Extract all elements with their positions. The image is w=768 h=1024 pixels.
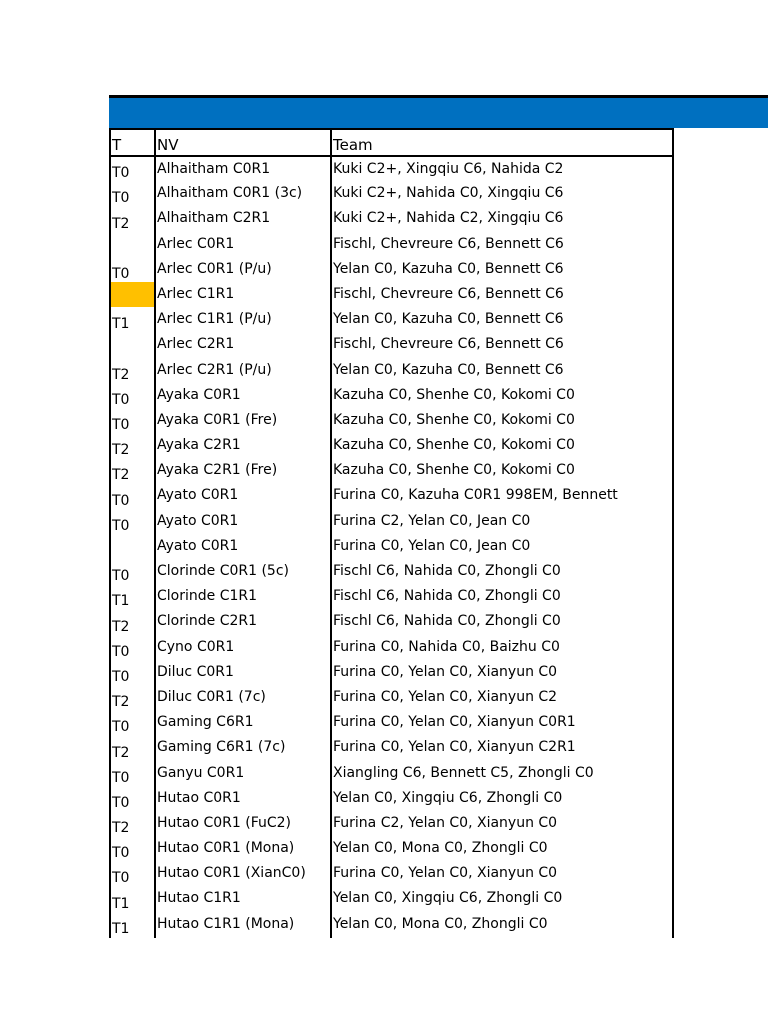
table-row [111,181,672,206]
team-cell[interactable]: Furina C0, Yelan C0, Xianyun C0 [331,660,672,685]
character-cell[interactable]: Arlec C1R1 [155,282,331,307]
team-cell[interactable]: Kuki C2+, Nahida C0, Xingqiu C6 [331,181,672,206]
team-cell[interactable]: Kazuha C0, Shenhe C0, Kokomi C0 [331,408,672,433]
team-cell[interactable]: Furina C0, Yelan C0, Xianyun C0R1 [331,710,672,735]
tier-cell[interactable]: T0 [112,668,130,685]
tier-cell[interactable]: T0 [112,769,130,786]
team-cell[interactable]: Furina C0, Nahida C0, Baizhu C0 [331,635,672,660]
character-cell[interactable]: Alhaitham C0R1 (3c) [155,181,331,206]
character-cell[interactable]: Ayaka C2R1 [155,433,331,458]
table-row [111,332,672,357]
team-cell[interactable]: Kuki C2+, Xingqiu C6, Nahida C2 [331,156,672,181]
character-cell[interactable]: Hutao C0R1 [155,786,331,811]
character-cell[interactable]: Ayato C0R1 [155,509,331,534]
table-row [111,584,672,609]
character-cell[interactable]: Ayato C0R1 [155,483,331,508]
tier-cell[interactable]: T2 [112,694,130,711]
table-row [111,786,672,811]
character-cell[interactable]: Gaming C6R1 [155,710,331,735]
tier-cell[interactable]: T0 [112,265,130,282]
table-row [111,811,672,836]
character-cell[interactable]: Alhaitham C2R1 [155,206,331,231]
tier-cell[interactable]: T2 [112,820,130,837]
table-body [111,156,672,938]
tier-cell[interactable] [111,937,155,938]
team-cell[interactable]: Fischl, Chevreure C6, Bennett C6 [331,232,672,257]
column-header-team: Team [331,129,672,156]
column-header-character: NV [155,129,331,156]
table-header-row [111,129,672,156]
table-row [111,358,672,383]
team-cell[interactable]: Furina C2, Yelan C0, Xianyun C0 [331,811,672,836]
team-cell[interactable]: Yelan C0, Mona C0, Zhongli C0 [331,912,672,937]
character-cell[interactable]: Clorinde C2R1 [155,609,331,634]
table-row [111,206,672,231]
table-row [111,257,672,282]
character-cell[interactable]: Arlec C1R1 (P/u) [155,307,331,332]
tier-cell[interactable]: T0 [112,417,130,434]
table-row [111,156,672,181]
team-cell[interactable]: Furina C0, Yelan C0, Jean C0 [331,534,672,559]
character-cell[interactable]: Arlec C2R1 (P/u) [155,358,331,383]
table-row [111,433,672,458]
table-row [111,836,672,861]
table-row [111,635,672,660]
tier-cell[interactable] [111,282,155,307]
team-cell[interactable]: Fischl C6, Nahida C0, Zhongli C0 [331,584,672,609]
tier-cell[interactable]: T0 [112,517,130,534]
team-cell[interactable]: Fischl, Chevreure C6, Bennett C6 [331,332,672,357]
character-cell[interactable]: Hutao C1R1 [155,886,331,911]
character-cell[interactable]: Cyno C0R1 [155,635,331,660]
team-cell[interactable] [331,937,672,938]
team-tier-table [111,128,672,938]
team-cell[interactable]: Yelan C0, Xingqiu C6, Zhongli C0 [331,886,672,911]
team-cell[interactable]: Kazuha C0, Shenhe C0, Kokomi C0 [331,458,672,483]
team-cell[interactable]: Yelan C0, Xingqiu C6, Zhongli C0 [331,786,672,811]
tier-cell[interactable]: T0 [112,165,130,182]
character-cell[interactable]: Clorinde C1R1 [155,584,331,609]
column-header-tier: T [111,129,155,156]
tier-cell[interactable]: T2 [112,467,130,484]
team-cell[interactable]: Furina C0, Yelan C0, Xianyun C0 [331,861,672,886]
character-cell[interactable]: Ayato C0R1 [155,534,331,559]
tier-cell[interactable]: T2 [112,366,130,383]
table-row [111,886,672,911]
tier-cell[interactable]: T2 [112,215,130,232]
table-row [111,937,672,938]
table-row [111,861,672,886]
tier-cell[interactable]: T0 [112,568,130,585]
tier-cell[interactable]: T0 [112,845,130,862]
table-row [111,282,672,307]
tier-cell[interactable]: T2 [112,744,130,761]
character-cell[interactable]: Ayaka C2R1 (Fre) [155,458,331,483]
team-cell[interactable]: Kuki C2+, Nahida C2, Xingqiu C6 [331,206,672,231]
tier-cell[interactable]: T1 [112,895,130,912]
team-table-container [109,128,674,938]
team-cell[interactable]: Yelan C0, Kazuha C0, Bennett C6 [331,307,672,332]
table-row [111,483,672,508]
table-row [111,912,672,937]
table-row [111,559,672,584]
character-cell[interactable] [155,937,331,938]
team-cell[interactable]: Fischl C6, Nahida C0, Zhongli C0 [331,609,672,634]
table-row [111,458,672,483]
table-row [111,660,672,685]
tier-cell[interactable] [111,332,155,357]
tier-cell[interactable]: T0 [112,870,130,887]
character-cell[interactable]: Alhaitham C0R1 [155,156,331,181]
tier-cell[interactable]: T0 [112,492,130,509]
table-row [111,232,672,257]
team-cell[interactable]: Kazuha C0, Shenhe C0, Kokomi C0 [331,383,672,408]
tier-cell[interactable]: T0 [112,794,130,811]
table-row [111,509,672,534]
team-cell[interactable]: Yelan C0, Kazuha C0, Bennett C6 [331,257,672,282]
header-color-bar [109,95,768,128]
table-row [111,685,672,710]
character-cell[interactable]: Hutao C1R1 (Mona) [155,912,331,937]
team-cell[interactable]: Xiangling C6, Bennett C5, Zhongli C0 [331,761,672,786]
character-cell[interactable]: Diluc C0R1 (7c) [155,685,331,710]
character-cell[interactable]: Gaming C6R1 (7c) [155,735,331,760]
team-cell[interactable]: Furina C0, Kazuha C0R1 998EM, Bennett [331,483,672,508]
tier-cell[interactable]: T0 [112,391,130,408]
team-cell[interactable]: Fischl, Chevreure C6, Bennett C6 [331,282,672,307]
character-cell[interactable]: Hutao C0R1 (Mona) [155,836,331,861]
table-row [111,609,672,634]
character-cell[interactable]: Hutao C0R1 (FuC2) [155,811,331,836]
character-cell[interactable]: Ayaka C0R1 (Fre) [155,408,331,433]
character-cell[interactable]: Arlec C2R1 [155,332,331,357]
table-row [111,534,672,559]
tier-cell[interactable]: T0 [112,643,130,660]
table-row [111,735,672,760]
table-row [111,383,672,408]
tier-cell[interactable]: T1 [112,316,130,333]
tier-cell[interactable]: T2 [112,618,130,635]
tier-cell[interactable]: T1 [112,593,130,610]
team-cell[interactable]: Furina C2, Yelan C0, Jean C0 [331,509,672,534]
table-row [111,307,672,332]
character-cell[interactable]: Hutao C0R1 (XianC0) [155,861,331,886]
character-cell[interactable]: Ganyu C0R1 [155,761,331,786]
character-cell[interactable]: Arlec C0R1 [155,232,331,257]
tier-cell[interactable]: T1 [112,920,130,937]
tier-cell[interactable]: T0 [112,190,130,207]
tier-cell[interactable]: T0 [112,719,130,736]
tier-cell[interactable] [111,232,155,257]
team-cell[interactable]: Kazuha C0, Shenhe C0, Kokomi C0 [331,433,672,458]
character-cell[interactable]: Clorinde C0R1 (5c) [155,559,331,584]
tier-cell[interactable]: T2 [112,442,130,459]
team-cell[interactable]: Furina C0, Yelan C0, Xianyun C2 [331,685,672,710]
team-cell[interactable]: Yelan C0, Mona C0, Zhongli C0 [331,836,672,861]
table-row [111,710,672,735]
table-row [111,761,672,786]
character-cell[interactable]: Diluc C0R1 [155,660,331,685]
team-cell[interactable]: Furina C0, Yelan C0, Xianyun C2R1 [331,735,672,760]
table-row [111,408,672,433]
tier-cell[interactable] [111,534,155,559]
character-cell[interactable]: Ayaka C0R1 [155,383,331,408]
character-cell[interactable]: Arlec C0R1 (P/u) [155,257,331,282]
team-cell[interactable]: Yelan C0, Kazuha C0, Bennett C6 [331,358,672,383]
team-cell[interactable]: Fischl C6, Nahida C0, Zhongli C0 [331,559,672,584]
